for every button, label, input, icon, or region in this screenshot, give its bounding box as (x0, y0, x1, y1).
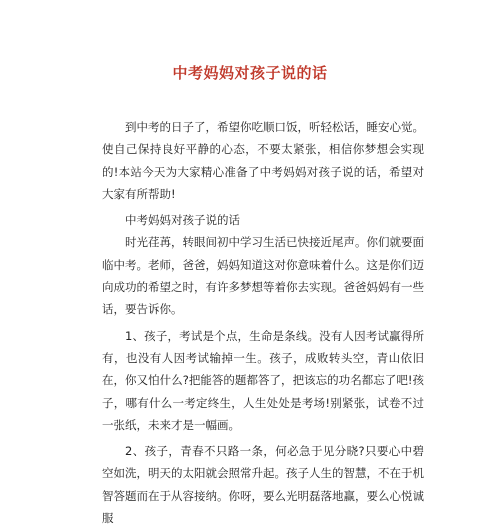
paragraph-opening: 时光荏苒，转眼间初中学习生活已快接近尾声。你们就要面临中考。老师，爸爸，妈妈知道这对你意味着什么。这是你们迈向成功的希望之时，有许多梦想等着你去实现。爸爸妈妈有一些话，要告诉你。 (102, 235, 424, 317)
document-body (102, 116, 424, 529)
paragraph-intro: 到中考的日子了，希望你吃顺口饭，听轻松话，睡安心觉。使自己保持良好平静的心态，不要太紧张，相信你梦想会实现的!本站今天为大家精心准备了中考妈妈对孩子说的话，希望对大家有所帮助! (102, 120, 424, 201)
paragraph-point-1: 1、孩子，考试是个点，生命是条线。没有人因考试赢得所有，也没有人因考试输掉一生。孩子，成败转头空，青山依旧在，你又怕什么?把能答的题都答了，把该忘的功名都忘了吧!孩子，哪有什么一考定终生，人生处处是考场!别紧张，试卷不过一张纸，未来才是一幅画。 (102, 328, 424, 432)
document-title: 中考妈妈对孩子说的话 (172, 64, 328, 82)
paragraph-point-2: 2、孩子，青春不只路一条，何必急于见分晓?只要心中碧空如洗，明天的太阳就会照常升起。孩子人生的智慧，不在于机智答题而在于从容接纳。你呀，要么光明磊落地赢，要么心悦诚服 (102, 444, 424, 526)
paragraph-subtitle: 中考妈妈对孩子说的话 (125, 213, 240, 228)
